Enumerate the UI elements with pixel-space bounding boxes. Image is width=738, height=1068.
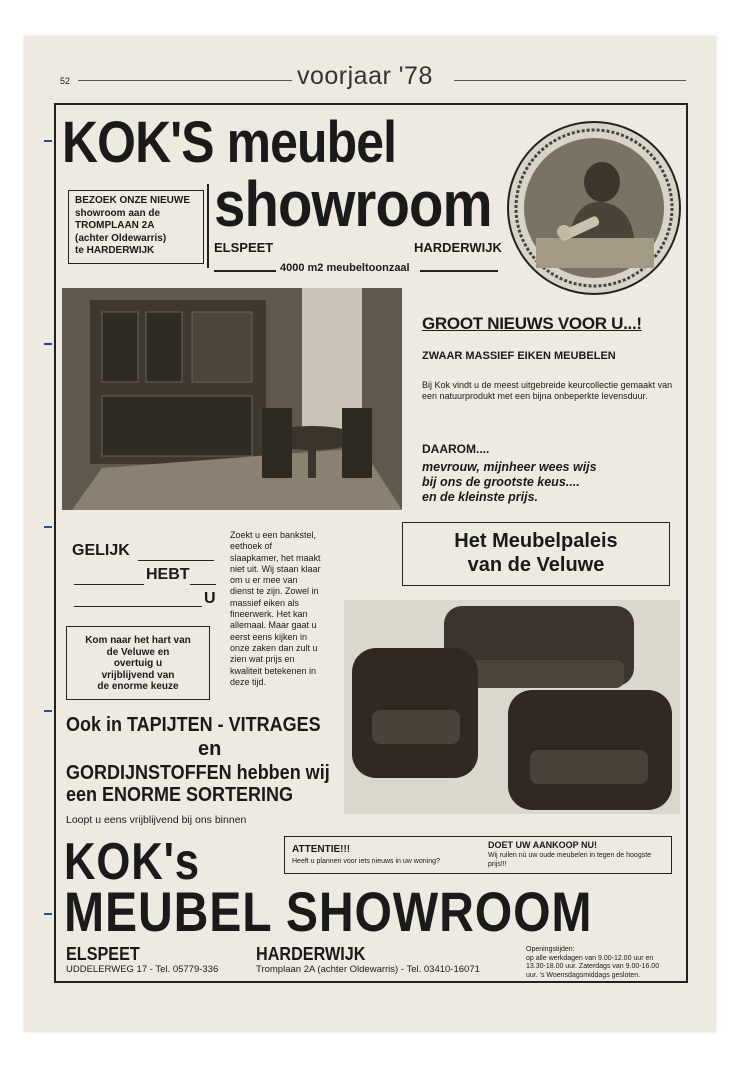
visit-line: showroom aan de [75, 207, 161, 219]
city-harderwijk: HARDERWIJK [414, 240, 502, 255]
attention-text: Heeft u plannen voor iets nieuws in uw woning? [292, 858, 440, 865]
middle-line: om u er mee van [230, 575, 298, 586]
middle-line: niet uit. Wij staan klaar [230, 563, 321, 574]
carpets-line: Ook in TAPIJTEN - VITRAGES [66, 714, 321, 736]
margin-mark [44, 140, 52, 142]
middle-line: eerst eens kijken in [230, 631, 308, 642]
middle-line: Zoekt u een bankstel, [230, 530, 317, 540]
heart-line: overtuig u [113, 658, 163, 669]
carpets-line: en [198, 738, 222, 760]
hours-line: op alle werkdagen van 9.00-12.00 uur en [526, 954, 654, 962]
bottom-brand-showroom: MEUBEL SHOWROOM [64, 880, 593, 943]
hours-line: 13.30-18.00 uur. Zaterdags van 9.00-16.00 [526, 963, 660, 970]
visit-box [68, 190, 204, 264]
margin-mark [44, 343, 52, 345]
rule [420, 270, 498, 272]
hours-title: Openingstijden: [526, 946, 575, 953]
visit-line: te HARDERWIJK [75, 245, 155, 256]
leather-sofa-set-photo [344, 600, 680, 814]
middle-line: slaapkamer, het maakt [230, 552, 321, 563]
header-rule-left [78, 80, 292, 81]
elspeet-address: UDDELERWEG 17 - Tel. 05779-336 [66, 964, 219, 975]
margin-mark [44, 913, 52, 915]
middle-text [230, 530, 350, 688]
bottom-brand-kok: KOK's [64, 833, 200, 891]
middle-line: dienst te zijn. Zowel in [230, 586, 319, 597]
hebt-word: HEBT [146, 566, 190, 583]
u-word: U [204, 590, 216, 607]
middle-line: fineerwerk. Het kan [230, 609, 308, 620]
page-number: 52 [60, 76, 71, 86]
middle-line: zien wat prijs en [230, 654, 295, 665]
meubelpaleis-box [402, 522, 670, 586]
rule [214, 270, 276, 272]
middle-line: allemaal. Maar gaat u [230, 620, 317, 631]
carpets-line: een ENORME SORTERING [66, 784, 294, 806]
visit-line: (achter Oldewarris) [75, 232, 167, 244]
dining-room-photo [62, 288, 402, 510]
news-body: Bij Kok vindt u de meest uitgebreide keurcollectie gemaakt van een natuurprodukt met een bijna onbeperkte levensduur. [422, 380, 673, 401]
attention-title: ATTENTIE!!! [292, 844, 351, 855]
margin-mark [44, 710, 52, 712]
news-subhead: ZWAAR MASSIEF EIKEN MEUBELEN [422, 350, 616, 362]
slogan [422, 460, 597, 505]
heart-line: vrijblijvend van [101, 669, 175, 681]
harderwijk-address: Tromplaan 2A (achter Oldewarris) - Tel. 03410-16071 [256, 964, 480, 975]
middle-line: kwaliteit betekenen in [230, 665, 317, 676]
brand-title: KOK'S meubel [62, 110, 397, 175]
rule [74, 606, 202, 607]
carpets-line: GORDIJNSTOFFEN hebben wij [66, 762, 330, 784]
divider [207, 184, 209, 268]
bottom-elspeet: ELSPEET [66, 944, 140, 964]
middle-line: eethoek of [230, 541, 273, 552]
heart-box [66, 626, 210, 700]
slogan-line: mevrouw, mijnheer wees wijs [422, 460, 597, 474]
slogan-line: bij ons de grootste keus.... [422, 475, 580, 489]
buy-now-title: DOET UW AANKOOP NU! [488, 840, 597, 850]
rule [190, 584, 216, 585]
area-label: 4000 m2 meubeltoonzaal [280, 262, 410, 274]
slogan-line: en de kleinste prijs. [422, 490, 539, 504]
daarom: DAAROM.... [422, 442, 490, 456]
heart-line: de Veluwe en [106, 646, 170, 658]
gelijk-word: GELIJK [72, 542, 130, 559]
visit-line: BEZOEK ONZE NIEUWE [75, 195, 191, 206]
hours-line: uur. 's Woensdagsmiddags gesloten. [526, 971, 641, 979]
craftsman-photo-medallion [506, 120, 682, 296]
middle-line: onze zaken dan zult u [230, 642, 318, 653]
brand-showroom: showroom [214, 168, 492, 240]
bottom-harderwijk: HARDERWIJK [256, 944, 366, 964]
middle-line: massief eiken als [230, 597, 300, 608]
heart-line: de enorme keuze [97, 681, 179, 692]
meubelpaleis-line: Het Meubelpaleis [454, 530, 618, 552]
rule [74, 584, 144, 585]
rule [138, 560, 214, 561]
buy-now-text: Wij ruilen nù uw oude meubelen in tegen de hoogste prijs!!! [488, 852, 652, 868]
middle-line: deze tijd. [230, 676, 267, 687]
heart-line: Kom naar het hart van [85, 635, 191, 646]
header-rule-right [454, 80, 686, 81]
issue-title: voorjaar '78 [297, 62, 433, 90]
margin-mark [44, 526, 52, 528]
walk-in-text: Loopt u eens vrijblijvend bij ons binnen [66, 814, 247, 826]
opening-hours [526, 946, 686, 980]
news-headline: GROOT NIEUWS VOOR U...! [422, 314, 642, 333]
meubelpaleis-line: van de Veluwe [467, 554, 605, 576]
city-elspeet: ELSPEET [214, 240, 274, 255]
visit-line: TROMPLAAN 2A [75, 220, 155, 231]
